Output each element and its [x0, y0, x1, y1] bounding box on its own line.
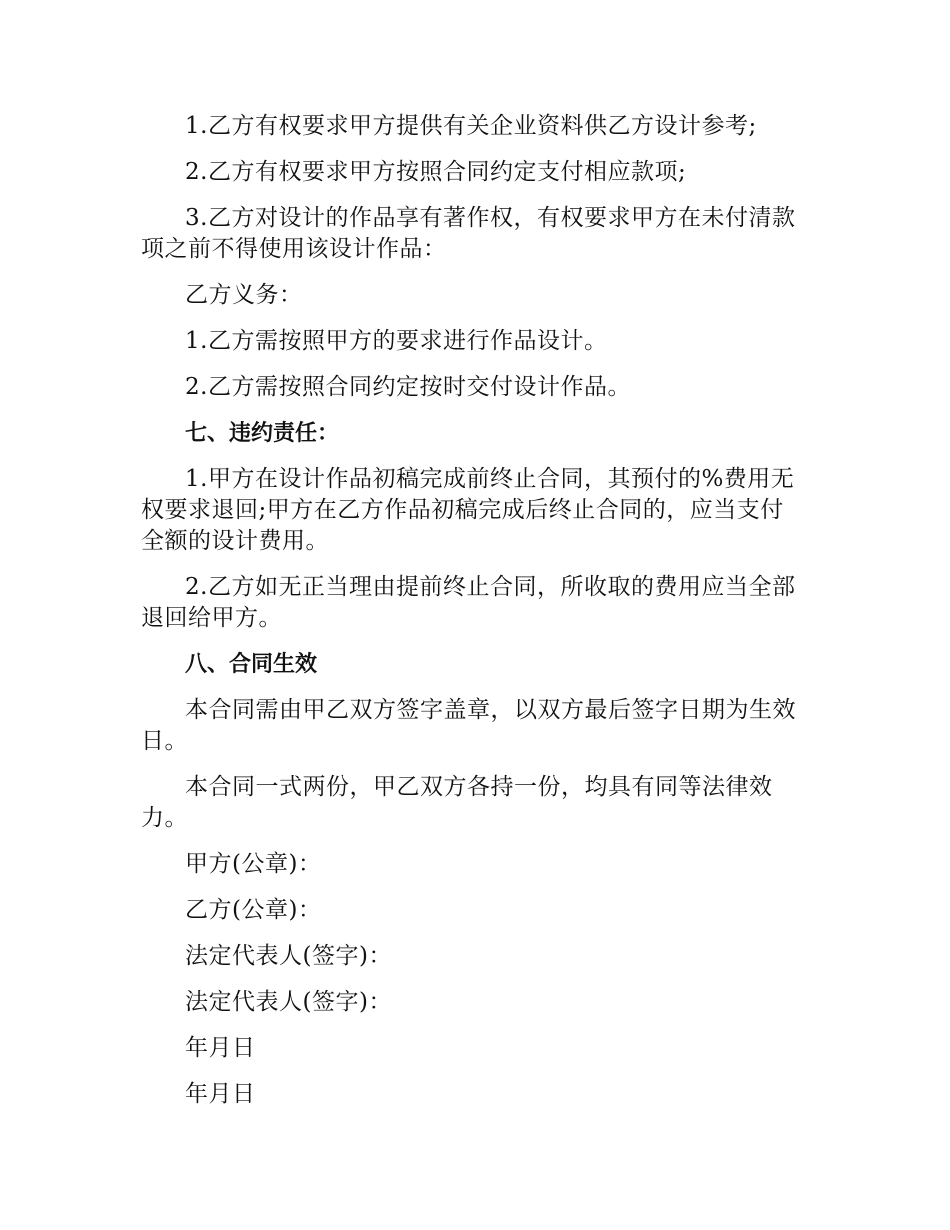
section-8-item-2: 本合同一式两份，甲乙双方各持一份，均具有同等法律效力。 — [141, 774, 773, 831]
party-b-right-2: 2.乙方有权要求甲方按照合同约定支付相应款项; — [185, 159, 687, 185]
section-7-item-2: 2.乙方如无正当理由提前终止合同，所收取的费用应当全部退回给甲方。 — [141, 574, 796, 631]
signature-representative-b: 法定代表人(签字)： — [185, 989, 392, 1015]
party-b-right-1: 1.乙方有权要求甲方提供有关企业资料供乙方设计参考; — [185, 113, 757, 139]
section-7-item-1: 1.甲方在设计作品初稿完成前终止合同，其预付的%费用无权要求退回;甲方在乙方作品初稿完成后终止合同的，应当支付全额的设计费用。 — [141, 466, 795, 554]
signature-date-a: 年月日 — [185, 1035, 256, 1061]
signature-party-a-seal: 甲方(公章)： — [185, 851, 322, 877]
section-8-item-1: 本合同需由甲乙双方签字盖章，以双方最后签字日期为生效日。 — [141, 697, 796, 754]
section-8-heading: 八、合同生效 — [185, 652, 318, 677]
party-b-duty-1: 1.乙方需按照甲方的要求进行作品设计。 — [185, 328, 608, 354]
signature-date-b: 年月日 — [185, 1081, 256, 1107]
party-b-right-3: 3.乙方对设计的作品享有著作权，有权要求甲方在未付清款项之前不得使用该设计作品： — [141, 205, 796, 262]
signature-representative-a: 法定代表人(签字)： — [185, 943, 392, 969]
signature-party-b-seal: 乙方(公章)： — [185, 897, 322, 923]
section-7-heading: 七、违约责任： — [185, 421, 340, 446]
party-b-duties-title: 乙方义务： — [185, 282, 303, 308]
document-body — [141, 111, 806, 1125]
party-b-duty-2: 2.乙方需按照合同约定按时交付设计作品。 — [185, 374, 631, 400]
